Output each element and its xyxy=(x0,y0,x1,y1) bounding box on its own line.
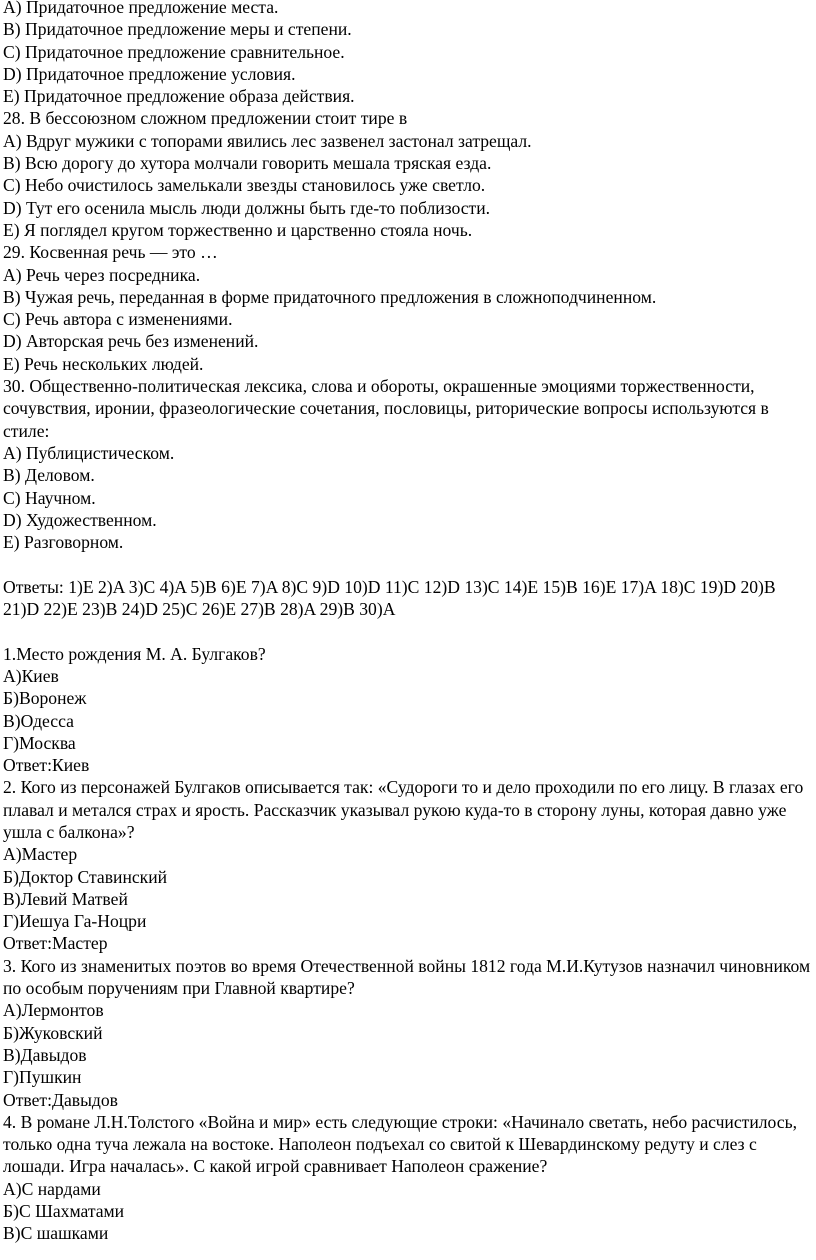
quiz-q2-option-b: Б)Доктор Ставинский xyxy=(3,866,168,887)
quiz-question-2: 2. Кого из персонажей Булгаков описывается так: «Судороги то и дело проходили по его лицу. В глазах его плавал и метался страх и ярость. Рассказчик указывал рукою куда-то в сторону луны, которая давно уже ушла с балкона»? xyxy=(3,777,804,842)
answer-key: Ответы: 1)E 2)A 3)C 4)A 5)B 6)E 7)A 8)C 9)D 10)D 11)C 12)D 13)C 14)E 15)B 16)E 17)A 18)C 19)D 20)B 21)D 22)E 23)B 24)D 25)C 26)E 27)B 28)A 29)B 30)A xyxy=(3,576,776,620)
q29-option-b: B) Чужая речь, переданная в форме придаточного предложения в сложноподчиненном. xyxy=(3,286,657,307)
q29-option-a: A) Речь через посредника. xyxy=(3,264,201,285)
q30-option-e: E) Разговорном. xyxy=(3,532,124,553)
q28-option-e: E) Я поглядел кругом торжественно и царственно стояла ночь. xyxy=(3,219,473,240)
quiz-q2-option-a: А)Мастер xyxy=(3,844,78,865)
spacer xyxy=(3,620,811,642)
quiz-q2-option-c: В)Левий Матвей xyxy=(3,888,128,909)
quiz-q1-option-a: А)Киев xyxy=(3,665,59,686)
question-28: 28. В бессоюзном сложном предложении стоит тире в xyxy=(3,108,408,129)
q28-option-c: C) Небо очистилось замелькали звезды становилось уже светло. xyxy=(3,175,486,196)
q29-option-e: E) Речь нескольких людей. xyxy=(3,353,204,374)
question-30: 30. Общественно-политическая лексика, слова и обороты, окрашенные эмоциями торжественности, сочувствия, иронии, фразеологические сочетания, пословицы, риторические вопросы используются в стиле: xyxy=(3,376,769,441)
quiz-q3-option-d: Г)Пушкин xyxy=(3,1067,82,1088)
quiz-q2-option-d: Г)Иешуа Га-Ноцри xyxy=(3,911,147,932)
q30-option-c: C) Научном. xyxy=(3,487,96,508)
question-29: 29. Косвенная речь — это … xyxy=(3,242,218,263)
quiz-q1-option-c: В)Одесса xyxy=(3,710,74,731)
q28-option-a: A) Вдруг мужики с топорами явились лес зазвенел застонал затрещал. xyxy=(3,130,532,151)
quiz-question-4: 4. В романе Л.Н.Толстого «Война и мир» есть следующие строки: «Начинало светать, небо расчистилось, только одна туча лежала на востоке. Наполеон подъехал со свитой к Шевардинскому редуту и слез с лошади. Игра началась». С какой игрой сравнивает Наполеон сражение? xyxy=(3,1111,798,1177)
prev-option-a: A) Придаточное предложение места. xyxy=(3,0,279,17)
quiz-q4-option-c: В)С шашками xyxy=(3,1223,109,1244)
prev-option-b: B) Придаточное предложение меры и степени. xyxy=(3,19,352,40)
spacer xyxy=(3,553,811,575)
quiz-q4-option-a: А)С нардами xyxy=(3,1178,101,1199)
q30-option-b: B) Деловом. xyxy=(3,465,95,486)
quiz-q1-option-b: Б)Воронеж xyxy=(3,688,87,709)
quiz-question-3: 3. Кого из знаменитых поэтов во время Отечественной войны 1812 года М.И.Кутузов назначил чиновником по особым поручениям при Главной квартире? xyxy=(3,955,811,999)
q29-option-d: D) Авторская речь без изменений. xyxy=(3,331,259,352)
quiz-q1-option-d: Г)Москва xyxy=(3,732,76,753)
q28-option-b: B) Всю дорогу до хутора молчали говорить мешала тряская езда. xyxy=(3,153,492,174)
prev-option-e: E) Придаточное предложение образа действия. xyxy=(3,86,355,107)
quiz-q3-option-c: В)Давыдов xyxy=(3,1044,87,1065)
quiz-q3-option-b: Б)Жуковский xyxy=(3,1022,103,1043)
q29-option-c: C) Речь автора с изменениями. xyxy=(3,309,233,330)
quiz-q3-answer: Ответ:Давыдов xyxy=(3,1089,118,1110)
quiz-q4-option-b: Б)С Шахматами xyxy=(3,1201,125,1222)
quiz-q1-answer: Ответ:Киев xyxy=(3,755,90,776)
q30-option-d: D) Художественном. xyxy=(3,509,157,530)
prev-option-c: C) Придаточное предложение сравнительное. xyxy=(3,41,345,62)
q30-option-a: A) Публицистическом. xyxy=(3,442,175,463)
q28-option-d: D) Тут его осенила мысль люди должны быть где-то поблизости. xyxy=(3,197,491,218)
quiz-q3-option-a: А)Лермонтов xyxy=(3,1000,104,1021)
quiz-question-1: 1.Место рождения М. А. Булгаков? xyxy=(3,643,266,664)
quiz-q2-answer: Ответ:Мастер xyxy=(3,933,108,954)
prev-option-d: D) Придаточное предложение условия. xyxy=(3,63,296,84)
